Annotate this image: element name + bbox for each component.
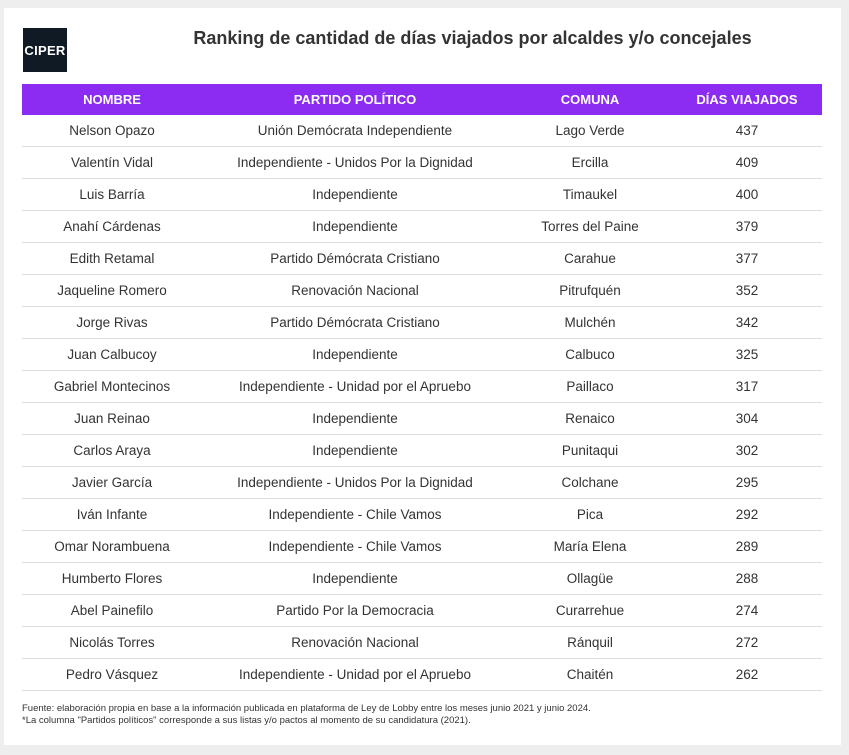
cell-dias: 379 <box>672 211 822 243</box>
cell-nombre: Humberto Flores <box>22 563 202 595</box>
cell-comuna: Curarrehue <box>508 595 672 627</box>
party-note: *La columna "Partidos políticos" corresponde a sus listas y/o pactos al momento de su candidatura (2021). <box>22 715 471 726</box>
cell-nombre: Juan Reinao <box>22 403 202 435</box>
cell-comuna: Ercilla <box>508 147 672 179</box>
cell-nombre: Nicolás Torres <box>22 627 202 659</box>
table-row <box>22 275 822 307</box>
cell-comuna: Paillaco <box>508 371 672 403</box>
table-row <box>22 467 822 499</box>
cell-dias: 295 <box>672 467 822 499</box>
cell-comuna: Pica <box>508 499 672 531</box>
cell-partido: Independiente <box>202 563 508 595</box>
cell-dias: 292 <box>672 499 822 531</box>
cell-comuna: Lago Verde <box>508 115 672 147</box>
cell-partido: Partido Por la Democracia <box>202 595 508 627</box>
table-body <box>22 115 822 691</box>
cell-dias: 409 <box>672 147 822 179</box>
cell-comuna: Torres del Paine <box>508 211 672 243</box>
column-header-comuna: COMUNA <box>560 92 620 107</box>
cell-partido: Independiente - Chile Vamos <box>202 499 508 531</box>
table-row <box>22 339 822 371</box>
cell-comuna: Timaukel <box>508 179 672 211</box>
cell-nombre: Iván Infante <box>22 499 202 531</box>
column-header-partido: PARTIDO POLÍTICO <box>293 92 417 107</box>
cell-dias: 288 <box>672 563 822 595</box>
table-row <box>22 211 822 243</box>
cell-comuna: Ránquil <box>508 627 672 659</box>
cell-partido: Partido Démócrata Cristiano <box>202 243 508 275</box>
cell-dias: 352 <box>672 275 822 307</box>
cell-partido: Independiente - Unidad por el Apruebo <box>202 659 508 691</box>
cell-nombre: Luis Barría <box>22 179 202 211</box>
cell-partido: Independiente - Unidos Por la Dignidad <box>202 467 508 499</box>
cell-dias: 272 <box>672 627 822 659</box>
cell-partido: Independiente - Unidad por el Apruebo <box>202 371 508 403</box>
cell-partido: Renovación Nacional <box>202 275 508 307</box>
cell-dias: 342 <box>672 307 822 339</box>
table-row <box>22 595 822 627</box>
table-row <box>22 403 822 435</box>
cell-dias: 304 <box>672 403 822 435</box>
cell-dias: 377 <box>672 243 822 275</box>
cell-dias: 317 <box>672 371 822 403</box>
cell-comuna: Carahue <box>508 243 672 275</box>
cell-partido: Independiente <box>202 435 508 467</box>
cell-nombre: Abel Painefilo <box>22 595 202 627</box>
cell-nombre: Anahí Cárdenas <box>22 211 202 243</box>
cell-comuna: Colchane <box>508 467 672 499</box>
cell-dias: 262 <box>672 659 822 691</box>
cell-nombre: Juan Calbucoy <box>22 339 202 371</box>
table-header-row <box>22 84 822 115</box>
table-row <box>22 179 822 211</box>
cell-dias: 274 <box>672 595 822 627</box>
cell-partido: Independiente <box>202 179 508 211</box>
table-row <box>22 307 822 339</box>
table-row <box>22 435 822 467</box>
table-row <box>22 563 822 595</box>
cell-comuna: María Elena <box>508 531 672 563</box>
cell-nombre: Pedro Vásquez <box>22 659 202 691</box>
footnotes <box>22 703 591 727</box>
cell-partido: Independiente <box>202 403 508 435</box>
ranking-table <box>22 84 822 691</box>
cell-nombre: Omar Norambuena <box>22 531 202 563</box>
table-row <box>22 531 822 563</box>
cell-partido: Renovación Nacional <box>202 627 508 659</box>
cell-dias: 437 <box>672 115 822 147</box>
cell-partido: Unión Demócrata Independiente <box>202 115 508 147</box>
cell-nombre: Valentín Vidal <box>22 147 202 179</box>
table-row <box>22 659 822 691</box>
cell-comuna: Renaico <box>508 403 672 435</box>
cell-nombre: Jorge Rivas <box>22 307 202 339</box>
cell-comuna: Pitrufquén <box>508 275 672 307</box>
table-row <box>22 499 822 531</box>
ciper-logo: CIPER <box>23 28 67 72</box>
table-row <box>22 243 822 275</box>
cell-nombre: Edith Retamal <box>22 243 202 275</box>
table-row <box>22 115 822 147</box>
cell-partido: Independiente - Chile Vamos <box>202 531 508 563</box>
cell-comuna: Punitaqui <box>508 435 672 467</box>
table-row <box>22 371 822 403</box>
cell-comuna: Calbuco <box>508 339 672 371</box>
source-note: Fuente: elaboración propia en base a la información publicada en plataforma de Ley de Lobby entre los meses junio 2021 y junio 2024. <box>22 703 591 714</box>
cell-partido: Independiente <box>202 211 508 243</box>
chart-title: Ranking de cantidad de días viajados por alcaldes y/o concejales <box>193 28 752 48</box>
cell-nombre: Carlos Araya <box>22 435 202 467</box>
cell-dias: 302 <box>672 435 822 467</box>
cell-nombre: Nelson Opazo <box>22 115 202 147</box>
ranking-card <box>4 8 841 745</box>
cell-nombre: Gabriel Montecinos <box>22 371 202 403</box>
column-header-dias: DÍAS VIAJADOS <box>696 92 798 107</box>
cell-dias: 400 <box>672 179 822 211</box>
cell-nombre: Jaqueline Romero <box>22 275 202 307</box>
cell-comuna: Chaitén <box>508 659 672 691</box>
cell-dias: 289 <box>672 531 822 563</box>
cell-dias: 325 <box>672 339 822 371</box>
table-row <box>22 147 822 179</box>
cell-comuna: Ollagüe <box>508 563 672 595</box>
cell-nombre: Javier García <box>22 467 202 499</box>
cell-partido: Independiente - Unidos Por la Dignidad <box>202 147 508 179</box>
cell-partido: Independiente <box>202 339 508 371</box>
cell-comuna: Mulchén <box>508 307 672 339</box>
cell-partido: Partido Démócrata Cristiano <box>202 307 508 339</box>
table-row <box>22 627 822 659</box>
column-header-nombre: NOMBRE <box>83 92 141 107</box>
